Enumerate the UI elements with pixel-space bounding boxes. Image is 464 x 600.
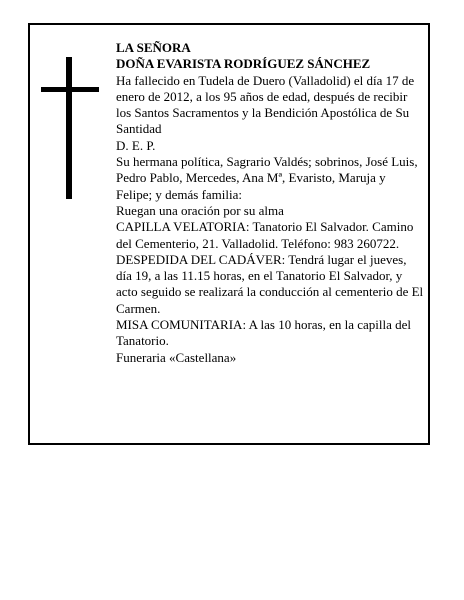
- deceased-name: DOÑA EVARISTA RODRÍGUEZ SÁNCHEZ: [116, 56, 371, 72]
- cross-vertical-bar: [66, 57, 72, 199]
- cross-horizontal-bar: [41, 87, 99, 92]
- rip-line: D. E. P.: [116, 137, 156, 153]
- wake-chapel-info: CAPILLA VELATORIA: Tanatorio El Salvador. Camino del Cementerio, 21. Valladolid. Teléfono: 983 260722.: [116, 219, 414, 251]
- family-list: Su hermana política, Sagrario Valdés; sobrinos, José Luis, Pedro Pablo, Mercedes, Ana Mª, Evaristo, Maruja y Felipe; y demás familia:: [116, 154, 418, 202]
- farewell-info: DESPEDIDA DEL CADÁVER: Tendrá lugar el jueves, día 19, a las 11.15 horas, en el Tanatorio El Salvador, y acto seguido se realizará la conducción al cementerio de El Carmen.: [116, 251, 424, 316]
- funeral-home: Funeraria «Castellana»: [116, 349, 237, 365]
- latin-cross-icon: [41, 57, 99, 199]
- mass-info: MISA COMUNITARIA: A las 10 horas, en la capilla del Tanatorio.: [116, 317, 412, 349]
- obituary-notice: [28, 23, 430, 445]
- prayer-request: Ruegan una oración por su alma: [116, 202, 284, 218]
- death-announcement: Ha fallecido en Tudela de Duero (Valladolid) el día 17 de enero de 2012, a los 95 años de edad, después de recibir los Santos Sacramentos y la Bendición Apostólica de Su Santidad: [116, 72, 415, 137]
- notice-title: LA SEÑORA: [116, 40, 191, 55]
- notice-text: [116, 40, 424, 366]
